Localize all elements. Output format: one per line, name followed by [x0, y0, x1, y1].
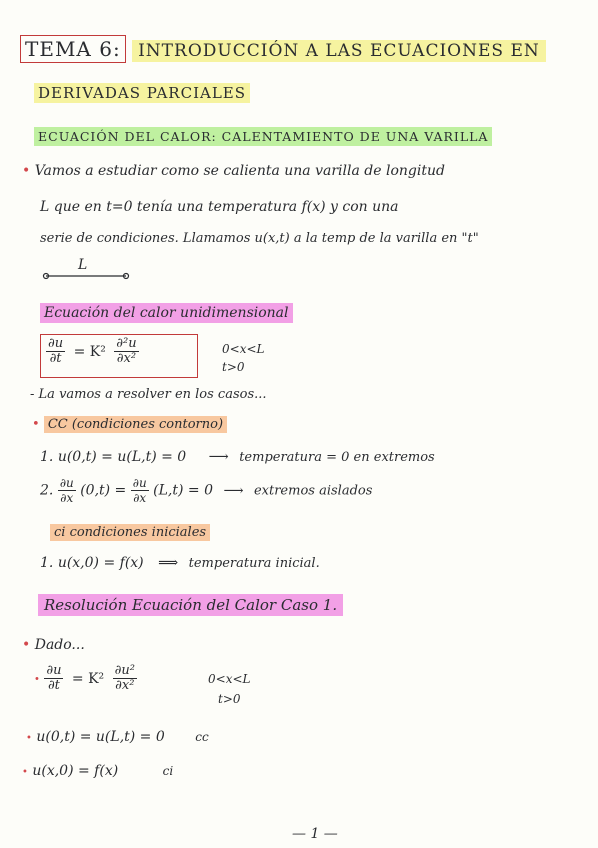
eq2-condition-x: 0<x<L — [208, 672, 251, 686]
lhs-numerator: ∂u — [48, 336, 64, 351]
cases-line — [30, 386, 267, 404]
eq2-lhs-numerator: ∂u — [46, 663, 62, 678]
heat-equation — [46, 337, 139, 366]
section-1d-text: Ecuación del calor unidimensional — [40, 303, 293, 323]
ci-heading — [50, 524, 210, 542]
cc2-den-2: ∂x — [133, 491, 147, 505]
title-text-1: INTRODUCCIÓN A LAS ECUACIONES EN — [132, 40, 546, 62]
title-text-2: DERIVADAS PARCIALES — [34, 83, 250, 103]
intro-line-3 — [40, 230, 479, 248]
cc1-description: temperatura = 0 en extremos — [239, 450, 435, 465]
cc2-eq-tail-2: (L,t) = 0 — [153, 482, 213, 499]
eq2-condition-t: t>0 — [218, 692, 241, 706]
cc2-number: 2. — [40, 482, 54, 499]
cc2-num-1: ∂u — [59, 476, 74, 490]
intro-text-1: Vamos a estudiar como se calienta una varilla de longitud — [34, 163, 445, 179]
domain-condition-t: t>0 — [222, 360, 245, 374]
intro-line-2 — [40, 198, 399, 216]
ic-tag: ci — [162, 764, 174, 778]
dado-text: Dado... — [34, 637, 85, 653]
cc-heading — [32, 416, 227, 434]
bc-equation: u(0,t) = u(L,t) = 0 — [36, 729, 165, 745]
bullet-dot-icon: • — [26, 733, 32, 744]
bullet-dot-icon: • — [22, 637, 31, 653]
cases-text: La vamos a resolver en los casos... — [38, 387, 267, 402]
initial-condition-line — [22, 762, 173, 782]
ci-item-1 — [40, 554, 320, 573]
heat-equation-2 — [34, 664, 137, 693]
rhs-fraction — [114, 337, 138, 366]
eq2-lhs-fraction — [44, 664, 63, 693]
eq2-rhs-numerator: ∂u² — [114, 663, 135, 678]
cc1-number: 1. — [40, 449, 54, 465]
ci1-description: temperatura inicial. — [188, 556, 320, 571]
section-heat-heading — [34, 128, 492, 146]
cc2-fraction-2 — [131, 476, 149, 505]
cc2-fraction-1 — [58, 476, 76, 505]
cc1-equation: u(0,t) = u(L,t) = 0 — [57, 449, 187, 465]
lhs-fraction — [46, 337, 65, 366]
ci1-equation: u(x,0) = f(x) — [57, 555, 144, 571]
bullet-dot-icon: • — [34, 674, 40, 686]
tema-label: TEMA 6: — [20, 35, 126, 63]
page-number: — 1 — — [292, 826, 338, 842]
bc-tag: cc — [195, 730, 209, 744]
cc2-eq-tail-1: (0,t) = — [80, 482, 127, 499]
rod-diagram — [40, 256, 140, 286]
bullet-dot-icon: • — [22, 767, 28, 778]
dado-line — [22, 636, 85, 654]
title-line-1 — [20, 37, 546, 61]
eq2-lhs-denominator: ∂t — [47, 678, 60, 693]
arrow-implies-icon: ⟹ — [158, 555, 179, 571]
cc2-description: extremos aislados — [253, 483, 373, 499]
ci1-number: 1. — [40, 555, 54, 571]
cc-item-2 — [40, 476, 372, 505]
rod-length-label: L — [78, 257, 88, 273]
intro-text-2: L que en t=0 tenía una temperatura f(x) y con una — [40, 199, 399, 215]
arrow-right-icon: ⟶ — [223, 482, 244, 499]
lhs-denominator: ∂t — [49, 351, 62, 366]
title-line-2 — [34, 84, 250, 102]
bullet-dot-icon: • — [22, 163, 31, 179]
equals-k-squared: = K² — [73, 343, 106, 360]
section-1d-heading — [40, 304, 293, 322]
cc2-num-2: ∂u — [132, 476, 147, 490]
bullet-dot-icon: • — [32, 417, 40, 432]
intro-text-3: serie de condiciones. Llamamos u(x,t) a la temp de la varilla en "t" — [40, 231, 479, 246]
cc-item-1 — [40, 448, 435, 467]
boundary-condition-line — [26, 728, 209, 748]
cc-title: CC (condiciones contorno) — [44, 416, 227, 433]
eq2-rhs-fraction — [113, 664, 137, 693]
rhs-denominator: ∂x² — [116, 351, 137, 366]
eq2-equals-k-squared: = K² — [71, 670, 105, 687]
rod-line-icon — [40, 256, 140, 286]
intro-line-1 — [22, 162, 445, 180]
ci-title: ci condiciones iniciales — [50, 524, 210, 541]
section-case1-heading — [38, 596, 343, 614]
section-heat-text: ECUACIÓN DEL CALOR: CALENTAMIENTO DE UNA VARILLA — [34, 127, 492, 146]
cases-dash: - — [30, 387, 35, 402]
domain-condition-x: 0<x<L — [222, 342, 265, 356]
arrow-right-icon: ⟶ — [208, 449, 229, 465]
eq2-rhs-denominator: ∂x² — [115, 678, 135, 693]
ic-equation: u(x,0) = f(x) — [32, 763, 119, 779]
section-case1-text: Resolución Ecuación del Calor Caso 1. — [38, 594, 343, 616]
rhs-numerator: ∂²u — [116, 336, 137, 351]
cc2-den-1: ∂x — [60, 491, 74, 505]
